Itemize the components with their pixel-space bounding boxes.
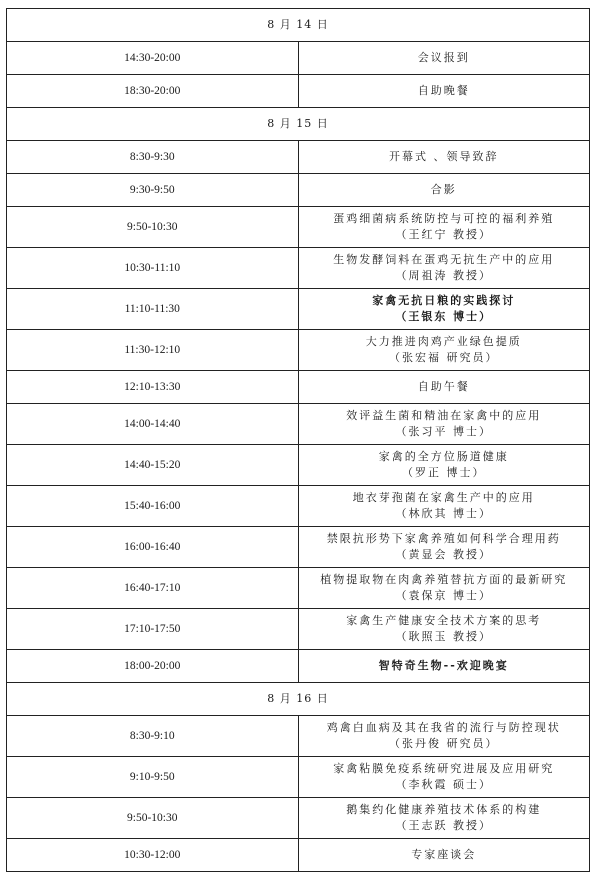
session-speaker: （袁保京 博士） <box>395 589 492 602</box>
session-row <box>7 716 590 757</box>
session-speaker: （李秋霞 硕士） <box>395 778 492 791</box>
session-title: 合影 <box>430 183 457 196</box>
session-row <box>7 174 590 207</box>
session-time: 18:00-20:00 <box>7 650 299 683</box>
session-speaker: （张习平 博士） <box>395 425 492 438</box>
session-time: 17:10-17:50 <box>7 609 299 650</box>
session-time: 9:30-9:50 <box>7 174 299 207</box>
session-time: 8:30-9:10 <box>7 716 299 757</box>
session-title: 地衣芽孢菌在家禽生产中的应用 <box>352 491 535 504</box>
session-speaker: （王银东 博士） <box>395 310 493 323</box>
session-speaker: （罗正 博士） <box>402 466 486 479</box>
session-title: 大力推进肉鸡产业绿色提质 <box>365 335 522 348</box>
session-time: 14:40-15:20 <box>7 445 299 486</box>
session-title: 智特奇生物--欢迎晚宴 <box>378 659 509 672</box>
session-cell <box>298 568 590 609</box>
session-row <box>7 75 590 108</box>
session-title: 蛋鸡细菌病系统防控与可控的福利养殖 <box>333 212 555 225</box>
session-row <box>7 839 590 872</box>
session-time: 18:30-20:00 <box>7 75 299 108</box>
session-title: 生物发酵饲料在蛋鸡无抗生产中的应用 <box>333 253 555 266</box>
session-cell <box>298 609 590 650</box>
session-cell <box>298 42 590 75</box>
session-cell <box>298 716 590 757</box>
session-speaker: （耿照玉 教授） <box>395 630 492 643</box>
session-time: 9:50-10:30 <box>7 798 299 839</box>
session-title: 开幕式 、领导致辞 <box>389 150 499 163</box>
session-title: 鸡禽白血病及其在我省的流行与防控现状 <box>326 721 561 734</box>
session-row <box>7 609 590 650</box>
session-title: 自助晚餐 <box>417 84 470 97</box>
day-header-row <box>7 9 590 42</box>
session-cell <box>298 248 590 289</box>
session-cell <box>298 371 590 404</box>
session-title: 鹅集约化健康养殖技术体系的构建 <box>346 803 542 816</box>
session-cell <box>298 141 590 174</box>
session-row <box>7 330 590 371</box>
session-row <box>7 289 590 330</box>
session-cell <box>298 486 590 527</box>
conference-schedule-table <box>6 8 590 872</box>
session-speaker: （王志跃 教授） <box>395 819 492 832</box>
session-title: 家禽的全方位肠道健康 <box>378 450 509 463</box>
session-cell <box>298 798 590 839</box>
session-time: 9:10-9:50 <box>7 757 299 798</box>
session-speaker: （黄显会 教授） <box>395 548 492 561</box>
session-speaker: （张宏福 研究员） <box>389 351 499 364</box>
session-row <box>7 527 590 568</box>
session-time: 10:30-12:00 <box>7 839 299 872</box>
session-title: 家禽无抗日粮的实践探讨 <box>372 294 516 307</box>
session-title: 植物提取物在肉禽养殖替抗方面的最新研究 <box>320 573 568 586</box>
session-row <box>7 798 590 839</box>
session-speaker: （周祖涛 教授） <box>395 269 492 282</box>
session-row <box>7 42 590 75</box>
session-row <box>7 486 590 527</box>
session-time: 12:10-13:30 <box>7 371 299 404</box>
session-time: 10:30-11:10 <box>7 248 299 289</box>
day-header-row <box>7 108 590 141</box>
session-time: 16:40-17:10 <box>7 568 299 609</box>
schedule-body <box>7 9 590 872</box>
session-speaker: （张丹俊 研究员） <box>389 737 499 750</box>
session-cell <box>298 174 590 207</box>
session-title: 专家座谈会 <box>411 848 477 861</box>
day-date: 8 月 16 日 <box>7 683 590 716</box>
session-time: 11:30-12:10 <box>7 330 299 371</box>
session-row <box>7 404 590 445</box>
session-cell <box>298 445 590 486</box>
session-row <box>7 371 590 404</box>
session-cell <box>298 650 590 683</box>
session-title: 会议报到 <box>417 51 470 64</box>
session-row <box>7 757 590 798</box>
session-cell <box>298 839 590 872</box>
session-time: 14:00-14:40 <box>7 404 299 445</box>
session-row <box>7 248 590 289</box>
session-time: 8:30-9:30 <box>7 141 299 174</box>
session-row <box>7 141 590 174</box>
session-speaker: （林欣其 博士） <box>395 507 492 520</box>
session-row <box>7 445 590 486</box>
session-cell <box>298 330 590 371</box>
session-row <box>7 650 590 683</box>
session-title: 效评益生菌和精油在家禽中的应用 <box>346 409 542 422</box>
session-time: 9:50-10:30 <box>7 207 299 248</box>
session-title: 家禽生产健康安全技术方案的思考 <box>346 614 542 627</box>
session-title: 家禽粘膜免疫系统研究进展及应用研究 <box>333 762 555 775</box>
session-cell <box>298 207 590 248</box>
session-row <box>7 207 590 248</box>
session-cell <box>298 75 590 108</box>
session-title: 自助午餐 <box>417 380 470 393</box>
session-time: 11:10-11:30 <box>7 289 299 330</box>
session-time: 16:00-16:40 <box>7 527 299 568</box>
session-title: 禁限抗形势下家禽养殖如何科学合理用药 <box>326 532 561 545</box>
day-date: 8 月 14 日 <box>7 9 590 42</box>
session-time: 14:30-20:00 <box>7 42 299 75</box>
session-speaker: （王红宁 教授） <box>395 228 492 241</box>
session-time: 15:40-16:00 <box>7 486 299 527</box>
session-cell <box>298 404 590 445</box>
session-cell <box>298 527 590 568</box>
day-date: 8 月 15 日 <box>7 108 590 141</box>
day-header-row <box>7 683 590 716</box>
session-cell <box>298 289 590 330</box>
session-cell <box>298 757 590 798</box>
session-row <box>7 568 590 609</box>
